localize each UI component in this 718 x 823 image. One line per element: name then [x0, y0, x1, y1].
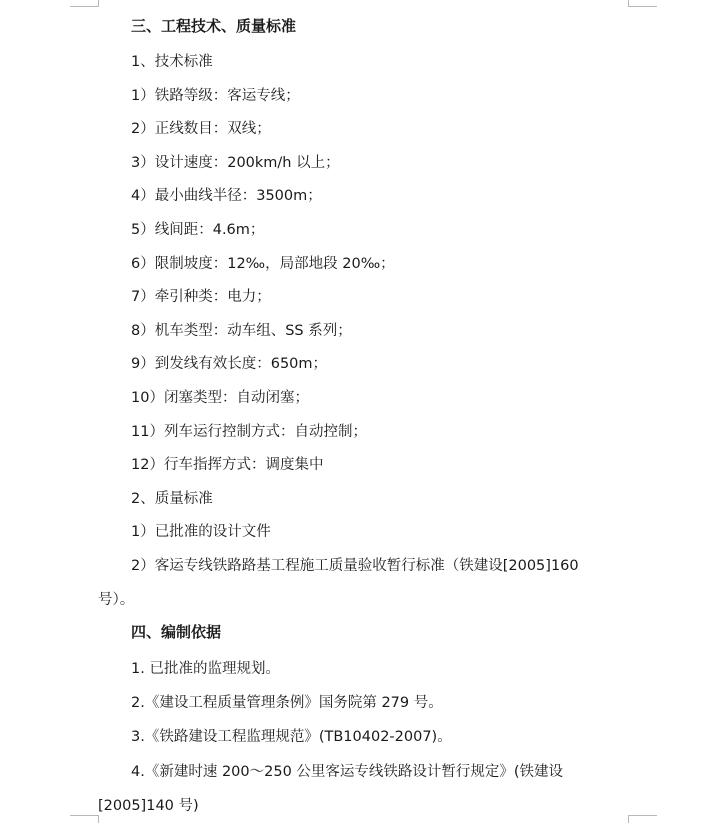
- spec-track-spacing: 5）线间距：4.6m；: [131, 222, 265, 238]
- section-heading-basis: 四、编制依据: [131, 623, 222, 641]
- spec-railway-grade: 1）铁路等级：客运专线；: [131, 88, 300, 104]
- crop-mark-top-left: [70, 0, 99, 7]
- subsection-quality-standards: 2、质量标准: [131, 491, 213, 507]
- spec-design-speed: 3）设计速度：200km/h 以上；: [131, 155, 340, 171]
- spec-train-control: 11）列车运行控制方式：自动控制；: [131, 424, 367, 440]
- spec-traction-type: 7）牵引种类：电力；: [131, 289, 271, 305]
- subsection-technical-standards: 1、技术标准: [131, 54, 213, 70]
- spec-block-type: 10）闭塞类型：自动闭塞；: [131, 390, 309, 406]
- spec-siding-length: 9）到发线有效长度：650m；: [131, 356, 328, 372]
- spec-main-line-count: 2）正线数目：双线；: [131, 121, 271, 137]
- crop-mark-top-right: [628, 0, 657, 7]
- quality-design-docs: 1）已批准的设计文件: [131, 524, 271, 540]
- basis-design-provisions: 4.《新建时速 200～250 公里客运专线铁路设计暂行规定》(铁建设: [131, 764, 564, 780]
- spec-dispatch-mode: 12）行车指挥方式：调度集中: [131, 457, 324, 473]
- basis-supervision-code: 3.《铁路建设工程监理规范》(TB10402-2007)。: [131, 729, 452, 745]
- basis-supervision-plan: 1. 已批准的监理规划。: [131, 661, 280, 677]
- quality-acceptance-standard-cont: 号）。: [98, 592, 135, 608]
- spec-ruling-gradient: 6）限制坡度：12‰，局部地段 20‰；: [131, 256, 395, 272]
- section-heading-standards: 三、工程技术、质量标准: [131, 17, 297, 35]
- basis-design-provisions-cont: [2005]140 号): [98, 798, 199, 814]
- basis-quality-regulation: 2.《建设工程质量管理条例》国务院第 279 号。: [131, 695, 443, 711]
- spec-min-curve-radius: 4）最小曲线半径：3500m；: [131, 188, 322, 204]
- spec-locomotive-type: 8）机车类型：动车组、SS 系列；: [131, 323, 352, 339]
- quality-acceptance-standard: 2）客运专线铁路路基工程施工质量验收暂行标准（铁建设[2005]160: [131, 558, 579, 574]
